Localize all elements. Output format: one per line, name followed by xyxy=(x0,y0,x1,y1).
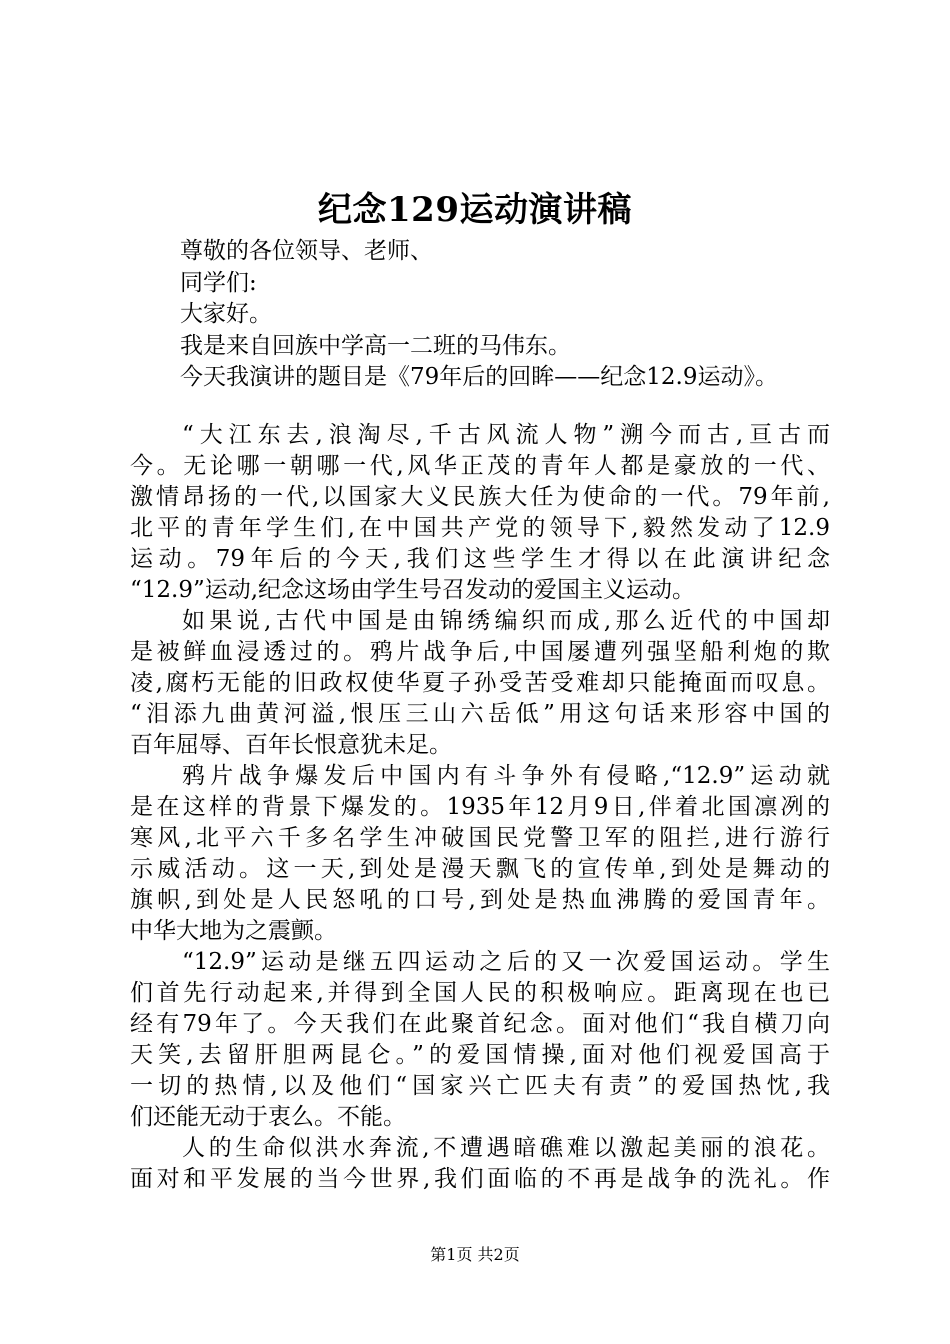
paragraph-line: 激情昂扬的一代,以国家大义民族大任为使命的一代。79年前, xyxy=(130,484,830,510)
paragraph-line: 鸦片战争爆发后中国内有斗争外有侵略,“12.9”运动就 xyxy=(182,763,830,789)
paragraph-line: 一切的热情,以及他们“国家兴亡匹夫有责”的爱国热忱,我 xyxy=(130,1073,830,1099)
paragraph-line: 凌,腐朽无能的旧政权使华夏子孙受苦受难却只能掩面而叹息。 xyxy=(130,670,830,696)
paragraph-line: 中华大地为之震颤。 xyxy=(130,918,337,944)
paragraph-line: 天笑,去留肝胆两昆仑。”的爱国情操,面对他们视爱国高于 xyxy=(130,1042,830,1068)
paragraph-line: 寒风,北平六千多名学生冲破国民党警卫军的阻拦,进行游行 xyxy=(130,825,830,851)
paragraph-line: 经有79年了。今天我们在此聚首纪念。面对他们“我自横刀向 xyxy=(130,1011,830,1037)
paragraph-line: 面对和平发展的当今世界,我们面临的不再是战争的洗礼。作 xyxy=(130,1166,830,1192)
speech-body xyxy=(130,420,830,1195)
paragraph-line: 们首先行动起来,并得到全国人民的积极响应。距离现在也已 xyxy=(130,980,830,1006)
paragraph-line: “泪添九曲黄河溢,恨压三山六岳低”用这句话来形容中国的 xyxy=(130,701,830,727)
greeting-line: 尊敬的各位领导、老师、 xyxy=(180,238,433,264)
document-title: 纪念129运动演讲稿 xyxy=(318,190,632,230)
paragraph-line: 北平的青年学生们,在中国共产党的领导下,毅然发动了12.9 xyxy=(130,515,830,541)
paragraph-line: 百年屈辱、百年长恨意犹未足。 xyxy=(130,732,452,758)
paragraph xyxy=(130,947,830,1133)
greeting-line: 今天我演讲的题目是《79年后的回眸——纪念12.9运动》。 xyxy=(180,364,778,390)
paragraph xyxy=(130,1133,830,1195)
paragraph-line: “12.9”运动是继五四运动之后的又一次爱国运动。学生 xyxy=(182,949,830,975)
paragraph-line: 运动。79年后的今天,我们这些学生才得以在此演讲纪念 xyxy=(130,546,830,572)
paragraph-line: “12.9”运动,纪念这场由学生号召发动的爱国主义运动。 xyxy=(130,577,696,603)
greeting-line: 同学们: xyxy=(180,269,257,296)
paragraph-line: 今。无论哪一朝哪一代,风华正茂的青年人都是豪放的一代、 xyxy=(130,453,830,479)
paragraph xyxy=(130,761,830,947)
paragraph-line: 旗帜,到处是人民怒吼的口号,到处是热血沸腾的爱国青年。 xyxy=(130,887,830,913)
paragraph xyxy=(130,606,830,761)
greeting-line: 我是来自回族中学高一二班的马伟东。 xyxy=(180,332,571,359)
greeting-line: 大家好。 xyxy=(180,301,272,327)
paragraph-line: 是在这样的背景下爆发的。1935年12月9日,伴着北国凛冽的 xyxy=(130,794,830,820)
page-footer: 第1页 共2页 xyxy=(430,1245,520,1264)
paragraph-line: 是被鲜血浸透过的。鸦片战争后,中国屡遭列强坚船利炮的欺 xyxy=(130,639,830,665)
greeting-block xyxy=(180,236,880,394)
paragraph xyxy=(130,420,830,606)
paragraph-line: 示威活动。这一天,到处是漫天飘飞的宣传单,到处是舞动的 xyxy=(130,856,830,882)
paragraph-line: 们还能无动于衷么。不能。 xyxy=(130,1104,406,1130)
paragraph-line: 如果说,古代中国是由锦绣编织而成,那么近代的中国却 xyxy=(182,608,830,634)
paragraph-line: “大江东去,浪淘尽,千古风流人物”溯今而古,亘古而 xyxy=(182,422,830,448)
paragraph-line: 人的生命似洪水奔流,不遭遇暗礁难以激起美丽的浪花。 xyxy=(182,1135,830,1161)
